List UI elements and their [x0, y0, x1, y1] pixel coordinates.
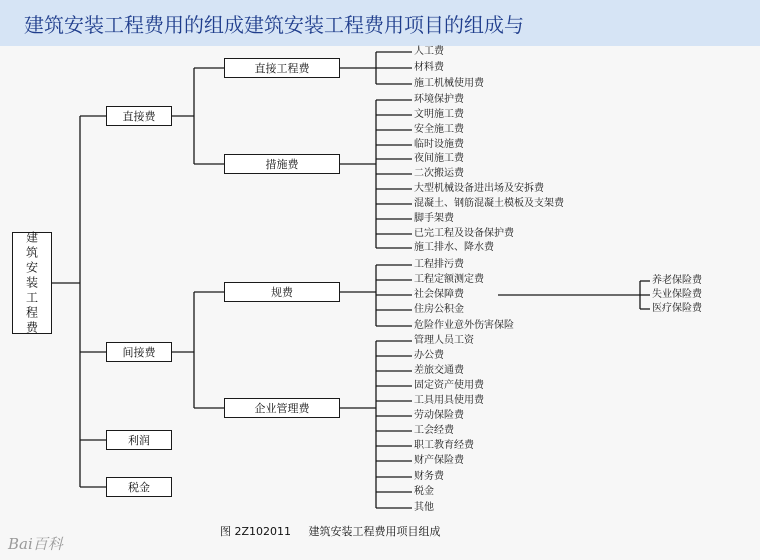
leaf-item: 危险作业意外伤害保险 — [414, 320, 514, 331]
leaf-item: 混凝土、钢筋混凝土模板及支架费 — [414, 198, 564, 209]
leaf-item: 失业保险费 — [652, 289, 702, 300]
leaf-item: 差旅交通费 — [414, 365, 464, 376]
node-profit: 利润 — [106, 430, 172, 450]
figure-caption-text: 建筑安装工程费用项目组成 — [308, 525, 441, 538]
slide-title: 建筑安装工程费用的组成建筑安装工程费用项目的组成与 — [24, 13, 524, 37]
leaf-item: 环境保护费 — [414, 94, 464, 105]
leaf-item: 临时设施费 — [414, 139, 464, 150]
node-enterprise-mgmt-fee: 企业管理费 — [224, 398, 340, 418]
leaf-item: 夜间施工费 — [414, 153, 464, 164]
root-node: 建筑安装工程费 — [12, 232, 52, 334]
leaf-item: 材料费 — [414, 62, 444, 73]
leaf-item: 其他 — [414, 502, 434, 513]
leaf-item: 社会保障费 — [414, 289, 464, 300]
node-direct-fee: 直接费 — [106, 106, 172, 126]
leaf-item: 劳动保险费 — [414, 410, 464, 421]
leaf-item: 工程排污费 — [414, 259, 464, 270]
leaf-item: 脚手架费 — [414, 213, 454, 224]
node-regulatory-fee: 规费 — [224, 282, 340, 302]
leaf-item: 安全施工费 — [414, 124, 464, 135]
leaf-item: 办公费 — [414, 350, 444, 361]
node-direct-engineering-fee: 直接工程费 — [224, 58, 340, 78]
leaf-item: 管理人员工资 — [414, 335, 474, 346]
leaf-item: 财产保险费 — [414, 455, 464, 466]
leaf-item: 养老保险费 — [652, 275, 702, 286]
leaf-item: 施工排水、降水费 — [414, 242, 494, 253]
figure-number: 图 2Z102011 — [220, 525, 292, 538]
node-tax: 税金 — [106, 477, 172, 497]
leaf-item: 大型机械设备进出场及安拆费 — [414, 183, 544, 194]
leaf-item: 二次搬运费 — [414, 168, 464, 179]
node-indirect-fee: 间接费 — [106, 342, 172, 362]
leaf-item: 医疗保险费 — [652, 303, 702, 314]
figure-caption — [220, 523, 455, 539]
leaf-item: 财务费 — [414, 471, 444, 482]
leaf-item: 文明施工费 — [414, 109, 464, 120]
leaf-item: 工会经费 — [414, 425, 454, 436]
watermark-logo: Bai百科 — [8, 535, 63, 553]
leaf-item: 固定资产使用费 — [414, 380, 484, 391]
leaf-item: 施工机械使用费 — [414, 78, 484, 89]
leaf-item: 工具用具使用费 — [414, 395, 484, 406]
leaf-item: 职工教育经费 — [414, 440, 474, 451]
node-measures-fee: 措施费 — [224, 154, 340, 174]
leaf-item: 已完工程及设备保护费 — [414, 228, 514, 239]
leaf-item: 工程定额测定费 — [414, 274, 484, 285]
leaf-item: 税金 — [414, 486, 434, 497]
leaf-item: 住房公积金 — [414, 304, 464, 315]
leaf-item: 人工费 — [414, 46, 444, 57]
